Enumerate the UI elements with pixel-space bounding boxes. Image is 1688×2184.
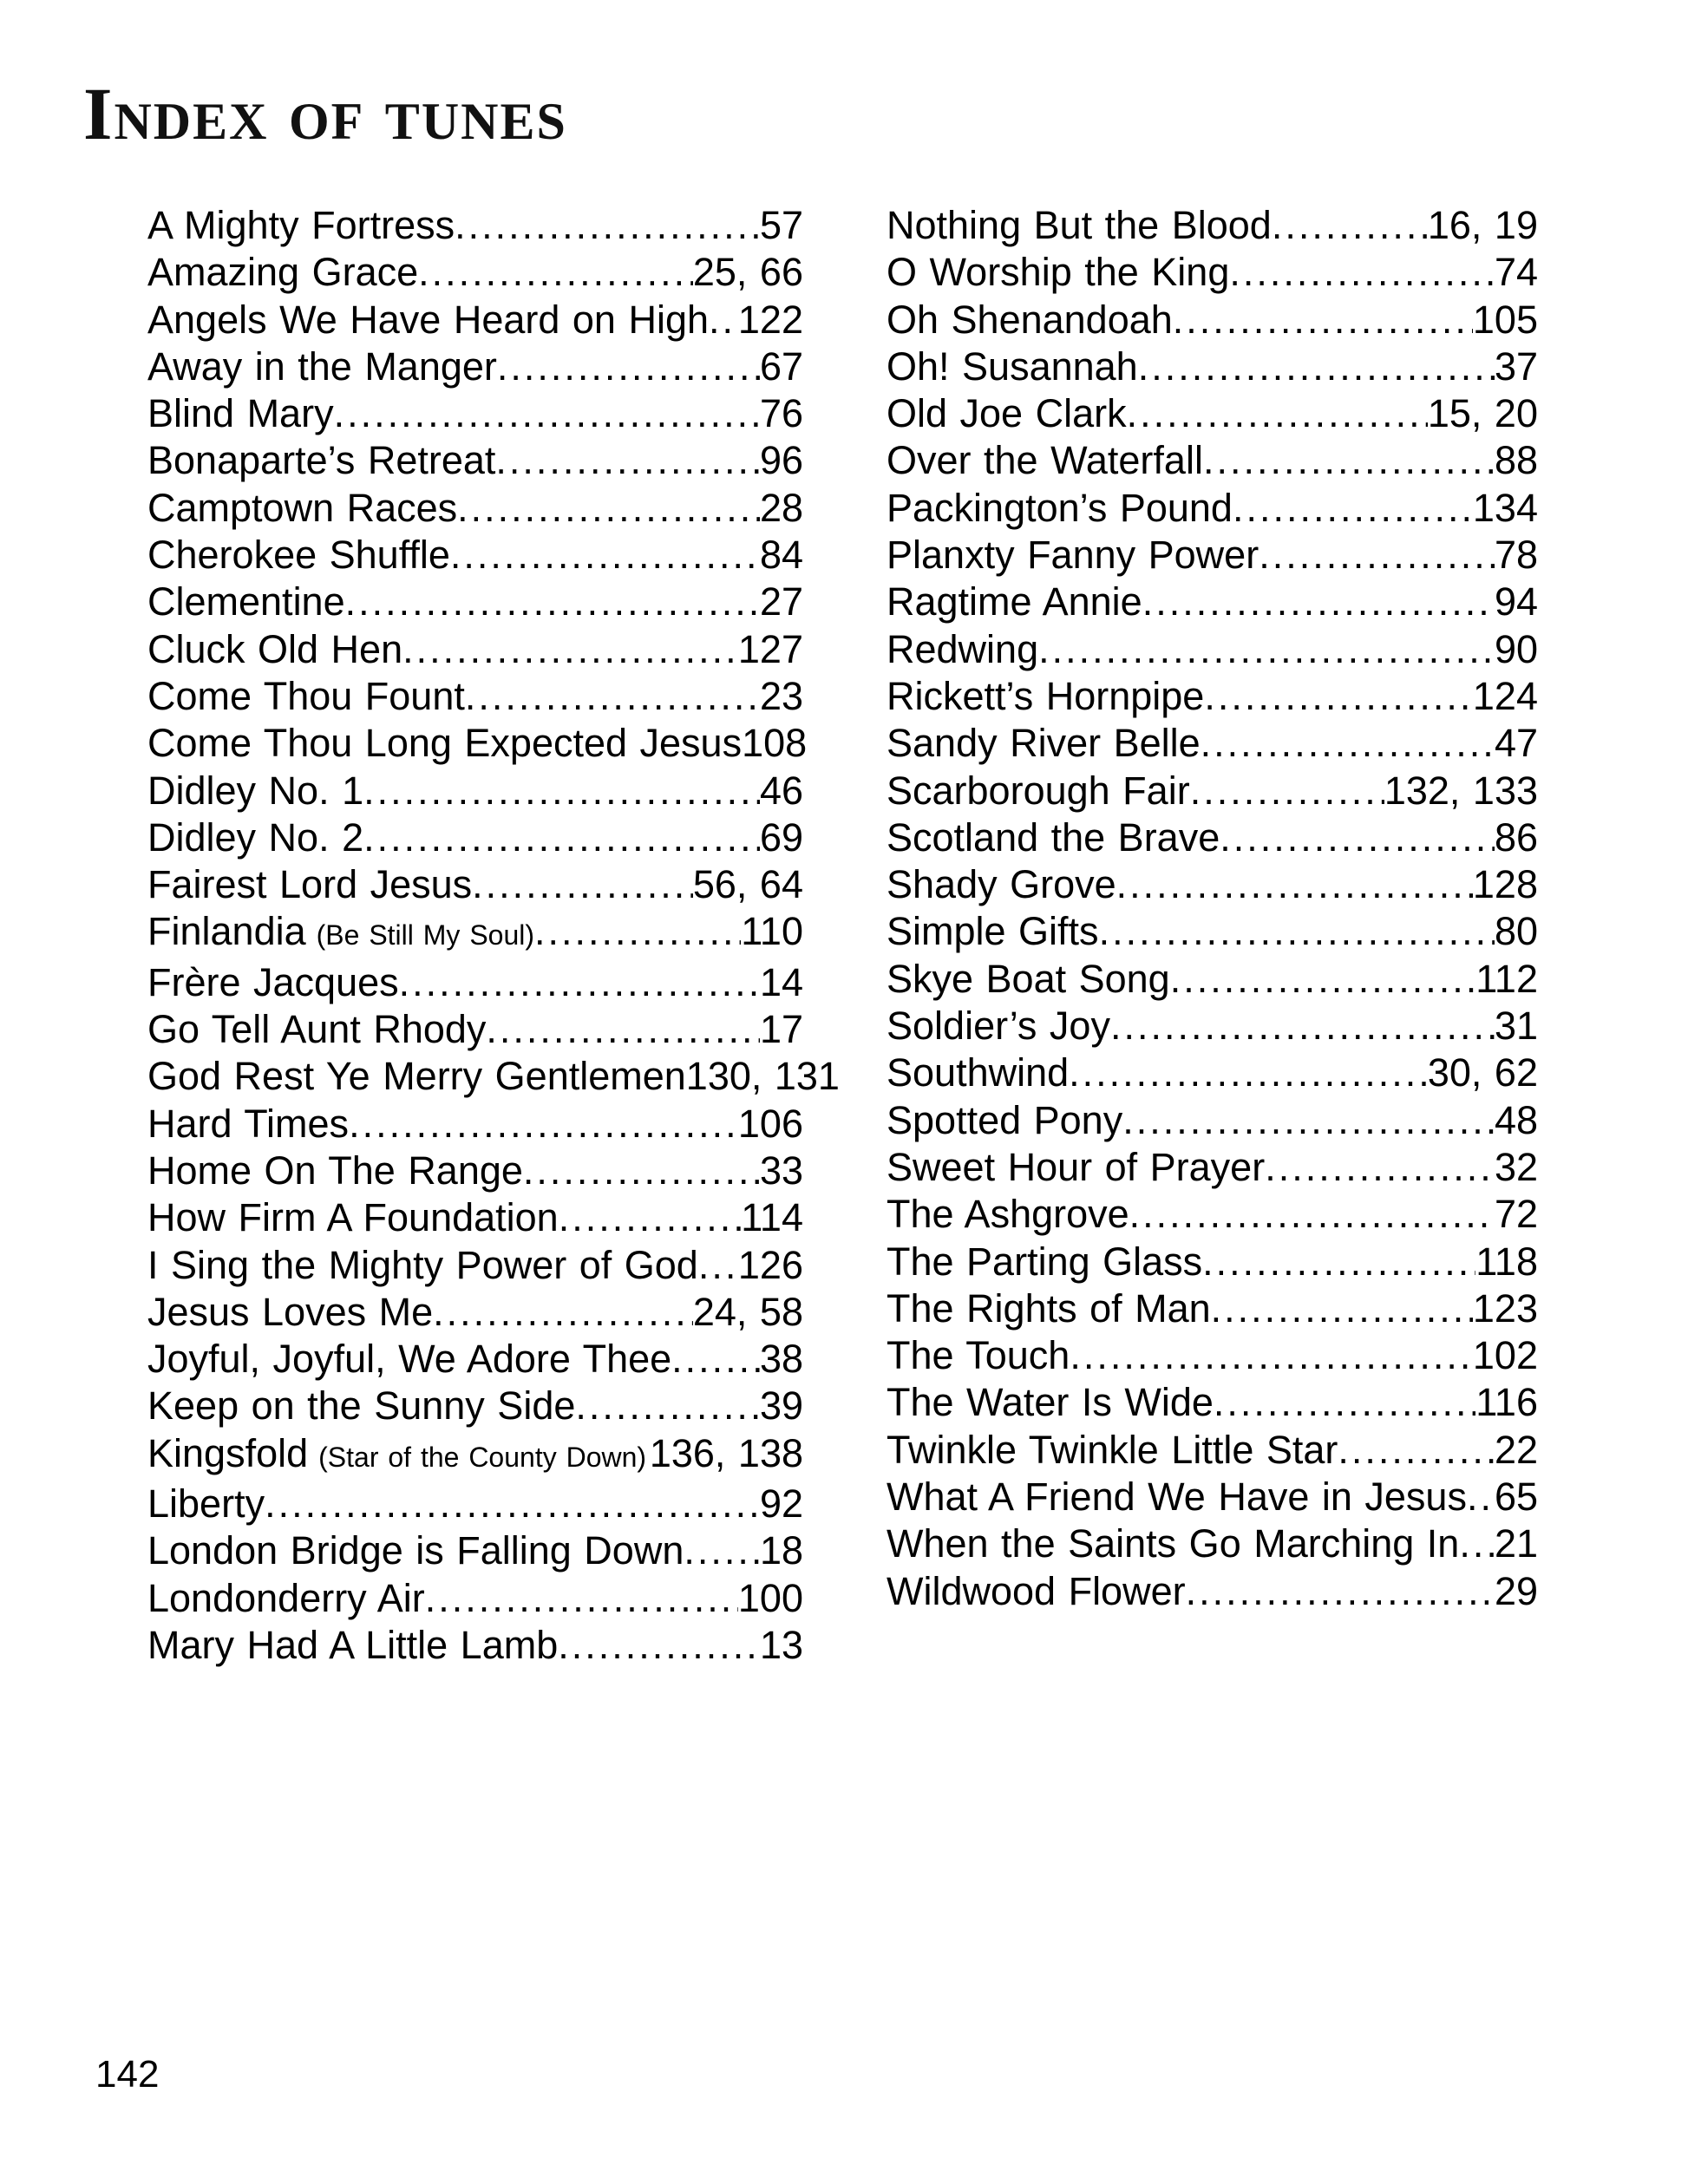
index-entry [887, 814, 1538, 861]
dot-leader [455, 202, 760, 249]
dot-leader [684, 1527, 760, 1574]
index-entry [147, 1289, 803, 1336]
tune-title: London Bridge is Falling Down [147, 1528, 684, 1573]
dot-leader [363, 768, 760, 814]
tune-title: Rickett’s Hornpipe [887, 673, 1205, 718]
index-entry [147, 626, 803, 673]
dot-leader [425, 1575, 738, 1622]
index-entry [147, 768, 803, 814]
index-entry [887, 768, 1538, 814]
tune-title: Bonaparte’s Retreat [147, 438, 496, 483]
tune-title: Home On The Range [147, 1148, 523, 1193]
page-numbers: 67 [759, 343, 803, 389]
dot-leader [465, 673, 760, 720]
dot-leader [1203, 437, 1495, 484]
index-entry [887, 1379, 1538, 1426]
tune-title: Jesus Loves Me [147, 1289, 434, 1334]
index-entry [887, 908, 1538, 955]
page-numbers: 22 [1494, 1427, 1538, 1472]
page-numbers: 92 [759, 1481, 803, 1527]
page-numbers: 96 [759, 438, 803, 483]
index-entry [887, 1427, 1538, 1474]
page-numbers: 47 [1494, 721, 1538, 766]
page-numbers: 132, 133 [1384, 768, 1538, 813]
index-entry [147, 343, 803, 390]
index-entry [147, 1242, 803, 1289]
index-entry [887, 673, 1538, 720]
page-numbers: 28 [759, 485, 803, 530]
index-entry [147, 437, 803, 484]
index-entry [887, 343, 1538, 390]
page-numbers: 127 [737, 626, 803, 671]
index-entry [887, 1003, 1538, 1049]
page-numbers: 88 [1494, 438, 1538, 483]
page-numbers: 105 [1472, 297, 1538, 342]
page-numbers: 17 [759, 1007, 803, 1052]
tune-title: Sandy River Belle [887, 721, 1201, 766]
page-numbers: 130, 131 [685, 1054, 840, 1099]
index-entry [887, 1191, 1538, 1238]
tune-title: Didley No. 1 [147, 768, 364, 813]
index-entry [147, 202, 803, 249]
dot-leader [1233, 485, 1473, 532]
index-entry [887, 1097, 1538, 1144]
tune-title: The Parting Glass [887, 1239, 1203, 1284]
page-numbers: 56, 64 [692, 862, 803, 907]
index-entry [147, 390, 803, 437]
page-numbers: 46 [759, 768, 803, 813]
index-entry [887, 437, 1538, 484]
index-entry [147, 249, 803, 296]
tune-title: Oh! Susannah [887, 343, 1138, 389]
page-numbers: 94 [1494, 579, 1538, 624]
page-numbers: 30, 62 [1427, 1050, 1538, 1095]
tune-title: Cherokee Shuffle [147, 533, 450, 578]
dot-leader [1070, 1332, 1473, 1379]
tune-title: Clementine [147, 579, 345, 624]
tune-title: Twinkle Twinkle Little Star [887, 1427, 1338, 1472]
dot-leader [349, 1101, 738, 1148]
page-numbers: 116 [1475, 1380, 1538, 1425]
dot-leader [1272, 202, 1428, 249]
dot-leader [1202, 1239, 1475, 1285]
page-numbers: 108 [742, 721, 808, 766]
page-numbers: 122 [737, 297, 803, 342]
page-numbers: 39 [759, 1383, 803, 1429]
index-entry [887, 532, 1538, 579]
page-numbers: 84 [759, 533, 803, 578]
tune-title: Nothing But the Blood [887, 203, 1272, 247]
page-numbers: 31 [1494, 1004, 1538, 1049]
index-column-right [887, 202, 1538, 1669]
page-numbers: 37 [1494, 343, 1538, 389]
index-entry [887, 1332, 1538, 1379]
dot-leader [1220, 814, 1495, 861]
dot-leader [534, 908, 741, 955]
dot-leader [1467, 1474, 1495, 1520]
page-numbers: 76 [759, 391, 803, 436]
dot-leader [575, 1383, 760, 1429]
dot-leader [1099, 908, 1495, 955]
index-entry [147, 1430, 803, 1481]
page-numbers: 32 [1494, 1144, 1538, 1189]
tune-title: Come Thou Long Expected Jesus [147, 721, 743, 766]
dot-leader [334, 390, 760, 437]
tune-title: Camptown Races [147, 485, 458, 530]
tune-title: When the Saints Go Marching In [887, 1521, 1460, 1566]
dot-leader [1122, 1097, 1495, 1144]
dot-leader [497, 343, 760, 390]
page-numbers: 134 [1472, 485, 1538, 530]
page-numbers: 38 [759, 1337, 803, 1382]
page-numbers: 25, 66 [692, 250, 803, 295]
index-column-left [147, 202, 840, 1669]
page-numbers: 24, 58 [692, 1289, 803, 1334]
index-entry [887, 579, 1538, 625]
tune-title: Ragtime Annie [887, 579, 1142, 624]
index-entry [147, 908, 803, 958]
dot-leader [698, 1242, 738, 1289]
tune-title: Oh Shenandoah [887, 297, 1173, 342]
index-entry [887, 1520, 1538, 1567]
dot-leader [433, 1289, 693, 1336]
tune-title: Keep on the Sunny Side [147, 1383, 576, 1429]
dot-leader [472, 861, 693, 908]
tune-title: Wildwood Flower [887, 1568, 1186, 1613]
page-numbers: 21 [1494, 1521, 1538, 1566]
dot-leader [1170, 956, 1476, 1003]
index-entry [147, 1101, 803, 1148]
dot-leader [345, 579, 760, 625]
index-entry [147, 1527, 803, 1574]
index-entry [887, 861, 1538, 908]
dot-leader [1173, 297, 1473, 343]
page-numbers: 57 [759, 203, 803, 247]
tune-title: How Firm A Foundation [147, 1195, 559, 1240]
tune-title: Soldier’s Joy [887, 1004, 1110, 1049]
tune-title: The Rights of Man [887, 1285, 1211, 1331]
page-numbers: 18 [759, 1528, 803, 1573]
index-entry [147, 1053, 840, 1100]
dot-leader [402, 626, 738, 673]
page-numbers: 118 [1475, 1239, 1538, 1284]
index-entry [887, 720, 1538, 767]
tune-title: What A Friend We Have in Jesus [887, 1475, 1467, 1520]
tune-title: Joyful, Joyful, We Adore Thee [147, 1337, 672, 1382]
page-numbers: 33 [759, 1148, 803, 1193]
tune-title: Scarborough Fair [887, 768, 1190, 813]
page-numbers: 123 [1472, 1285, 1538, 1331]
index-entry [147, 1148, 803, 1194]
tune-title: Spotted Pony [887, 1097, 1123, 1142]
dot-leader [363, 814, 760, 861]
tune-title: Redwing [887, 626, 1039, 671]
dot-leader [1201, 720, 1495, 767]
dot-leader [1142, 579, 1495, 625]
page-numbers: 114 [741, 1195, 803, 1240]
page-numbers: 102 [1472, 1333, 1538, 1378]
page-numbers: 15, 20 [1427, 391, 1538, 436]
tune-title: Mary Had A Little Lamb [147, 1622, 559, 1667]
tune-title: Go Tell Aunt Rhody [147, 1007, 487, 1052]
dot-leader [559, 1194, 742, 1241]
dot-leader [1069, 1049, 1428, 1096]
tune-title: Didley No. 2 [147, 814, 364, 860]
index-entry [147, 673, 803, 720]
index-entry [147, 1336, 803, 1383]
index-entry [147, 959, 803, 1006]
page-numbers: 110 [741, 909, 803, 954]
dot-leader [1038, 626, 1495, 673]
tune-title: Finlandia [147, 909, 306, 954]
tune-subtitle-note: (Star of the County Down) [318, 1441, 647, 1473]
tune-title: Skye Boat Song [887, 956, 1170, 1001]
index-entry [887, 1474, 1538, 1520]
tune-title: Southwind [887, 1050, 1070, 1095]
index-entry [147, 1481, 803, 1527]
tune-title: Amazing Grace [147, 250, 419, 295]
index-entry [147, 485, 803, 532]
dot-leader [1259, 532, 1495, 579]
index-entry [147, 720, 808, 767]
dot-leader [1127, 390, 1428, 437]
tune-subtitle-note: (Be Still My Soul) [316, 919, 535, 951]
page-numbers: 106 [737, 1101, 803, 1146]
page-numbers: 23 [759, 673, 803, 718]
index-entry [147, 814, 803, 861]
page-numbers: 126 [737, 1242, 803, 1287]
tune-title: The Touch [887, 1333, 1070, 1378]
page-numbers: 112 [1475, 956, 1538, 1001]
dot-leader [1204, 673, 1473, 720]
index-entry [147, 1383, 803, 1429]
dot-leader [1459, 1520, 1495, 1567]
index-entry [147, 1622, 803, 1669]
page-numbers: 80 [1494, 909, 1538, 954]
page-numbers: 86 [1494, 814, 1538, 860]
tune-title: The Ashgrove [887, 1192, 1129, 1237]
dot-leader [671, 1336, 760, 1383]
page-number: 142 [95, 2053, 160, 2096]
dot-leader [457, 485, 760, 532]
page-numbers: 128 [1472, 862, 1538, 907]
page-numbers: 65 [1494, 1475, 1538, 1520]
page-numbers: 14 [759, 959, 803, 1004]
dot-leader [1265, 1144, 1495, 1191]
index-entry [147, 579, 803, 625]
index-entry [887, 1568, 1538, 1615]
dot-leader [1214, 1379, 1475, 1426]
page-title: Index of tunes [83, 72, 567, 155]
tune-title: God Rest Ye Merry Gentlemen [147, 1054, 686, 1099]
index-entry [147, 1194, 803, 1241]
dot-leader [1110, 1003, 1495, 1049]
tune-title: Kingsfold [147, 1430, 309, 1475]
tune-title: A Mighty Fortress [147, 203, 455, 247]
page-numbers: 136, 138 [649, 1430, 803, 1475]
index-columns [147, 202, 1538, 1669]
page-numbers: 13 [759, 1622, 803, 1667]
index-entry [887, 626, 1538, 673]
index-entry [147, 297, 803, 343]
page-numbers: 48 [1494, 1097, 1538, 1142]
index-entry [887, 297, 1538, 343]
index-entry [887, 1144, 1538, 1191]
tune-title: O Worship the King [887, 250, 1230, 295]
tune-title: Simple Gifts [887, 909, 1099, 954]
page-numbers: 90 [1494, 626, 1538, 671]
tune-title: The Water Is Wide [887, 1380, 1214, 1425]
tune-title: Packington’s Pound [887, 485, 1233, 530]
dot-leader [1211, 1285, 1473, 1332]
tune-title: Blind Mary [147, 391, 334, 436]
dot-leader [1338, 1427, 1495, 1474]
dot-leader [523, 1148, 760, 1194]
tune-title: Frère Jacques [147, 959, 399, 1004]
dot-leader [1116, 861, 1473, 908]
index-entry [887, 202, 1538, 249]
page-numbers: 69 [759, 814, 803, 860]
index-entry [887, 485, 1538, 532]
dot-leader [1129, 1191, 1495, 1238]
tune-title: Scotland the Brave [887, 814, 1220, 860]
index-entry [887, 249, 1538, 296]
tune-title: I Sing the Mighty Power of God [147, 1242, 698, 1287]
index-entry [887, 1285, 1538, 1332]
index-entry [887, 956, 1538, 1003]
index-entry [887, 1049, 1538, 1096]
dot-leader [558, 1622, 760, 1669]
tune-title: Angels We Have Heard on High [147, 297, 710, 342]
page-numbers: 124 [1472, 673, 1538, 718]
dot-leader [495, 437, 760, 484]
dot-leader [399, 959, 760, 1006]
index-entry [887, 1239, 1538, 1285]
tune-title: Cluck Old Hen [147, 626, 403, 671]
index-entry [887, 390, 1538, 437]
dot-leader [1138, 343, 1495, 390]
dot-leader [709, 297, 738, 343]
page-numbers: 27 [759, 579, 803, 624]
tune-title: Hard Times [147, 1101, 350, 1146]
tune-title: Liberty [147, 1481, 265, 1527]
tune-title: Shady Grove [887, 862, 1116, 907]
dot-leader [1186, 1568, 1495, 1615]
dot-leader [265, 1481, 760, 1527]
index-entry [147, 861, 803, 908]
page-numbers: 74 [1494, 250, 1538, 295]
tune-title: Old Joe Clark [887, 391, 1127, 436]
page-numbers: 100 [737, 1575, 803, 1620]
index-entry [147, 1006, 803, 1053]
tune-title: Sweet Hour of Prayer [887, 1144, 1266, 1189]
page-numbers: 16, 19 [1427, 203, 1538, 247]
tune-title: Come Thou Fount [147, 673, 465, 718]
page-numbers: 78 [1494, 533, 1538, 578]
page-numbers: 72 [1494, 1192, 1538, 1237]
tune-title: Londonderry Air [147, 1575, 425, 1620]
dot-leader [1229, 249, 1495, 296]
tune-title: Fairest Lord Jesus [147, 862, 473, 907]
dot-leader [486, 1006, 760, 1053]
index-entry [147, 1575, 803, 1622]
tune-title: Over the Waterfall [887, 438, 1203, 483]
tune-title: Planxty Fanny Power [887, 533, 1259, 578]
dot-leader [418, 249, 693, 296]
dot-leader [450, 532, 760, 579]
dot-leader [1190, 768, 1384, 814]
tune-title: Away in the Manger [147, 343, 497, 389]
page-numbers: 29 [1494, 1568, 1538, 1613]
index-entry [147, 532, 803, 579]
